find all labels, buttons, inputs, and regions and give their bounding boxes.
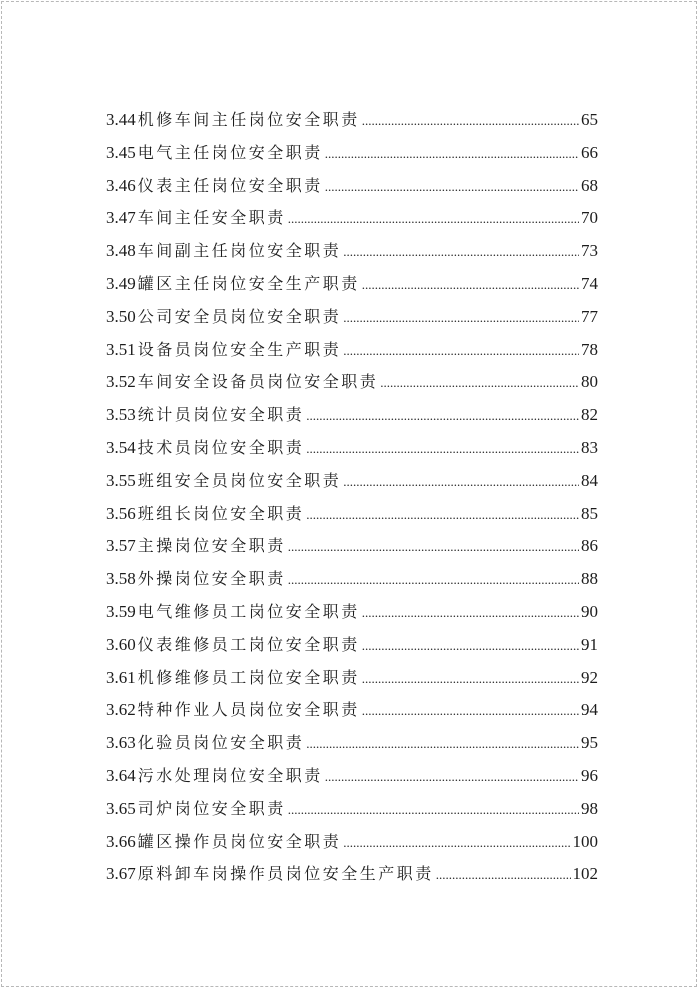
- toc-entry-page: 83: [581, 437, 598, 457]
- toc-entry-title: 罐区操作员岗位安全职责: [137, 831, 342, 851]
- toc-entry-title: 原料卸车岗操作员岗位安全生产职责: [137, 864, 434, 884]
- dot-leader: [343, 827, 570, 860]
- toc-entry-number: 3.49: [106, 273, 136, 293]
- dot-leader: [362, 105, 579, 138]
- dot-leader: [288, 794, 579, 827]
- toc-entry-title: 司炉岗位安全职责: [137, 798, 286, 818]
- toc-entry[interactable]: [106, 596, 598, 629]
- toc-entry-title: 仪表主任岗位安全职责: [137, 175, 323, 195]
- toc-entry-page: 70: [581, 208, 598, 228]
- toc-entry-number: 3.50: [106, 306, 136, 326]
- toc-entry[interactable]: [106, 235, 598, 268]
- toc-entry-title: 班组安全员岗位安全职责: [137, 470, 342, 490]
- toc-entry-title: 公司安全员岗位安全职责: [137, 306, 342, 326]
- dot-leader: [362, 630, 579, 663]
- toc-entry[interactable]: [106, 858, 598, 891]
- toc-entry[interactable]: [106, 498, 598, 531]
- toc-entry-page: 73: [581, 241, 598, 261]
- toc-entry[interactable]: [106, 760, 598, 793]
- toc-entry[interactable]: [106, 137, 598, 170]
- toc-entry-number: 3.48: [106, 241, 136, 261]
- toc-entry[interactable]: [106, 399, 598, 432]
- toc-entry-number: 3.61: [106, 667, 136, 687]
- table-of-contents: [106, 104, 598, 891]
- toc-entry-page: 65: [581, 110, 598, 129]
- toc-entry[interactable]: [106, 432, 598, 465]
- dot-leader: [325, 171, 579, 204]
- toc-entry-page: 80: [581, 372, 598, 392]
- dot-leader: [362, 597, 579, 630]
- toc-entry-title: 车间安全设备员岗位安全职责: [137, 372, 379, 392]
- toc-entry-number: 3.56: [106, 503, 136, 523]
- toc-entry-title: 化验员岗位安全职责: [137, 733, 305, 753]
- toc-entry-page: 94: [581, 700, 598, 720]
- toc-entry-title: 班组长岗位安全职责: [137, 503, 305, 523]
- dot-leader: [288, 564, 579, 597]
- toc-entry-page: 102: [572, 864, 598, 884]
- toc-entry[interactable]: [106, 793, 598, 826]
- toc-entry-number: 3.62: [106, 700, 136, 720]
- toc-entry-page: 78: [581, 339, 598, 359]
- toc-entry-title: 罐区主任岗位安全生产职责: [137, 273, 360, 293]
- dot-leader: [288, 531, 579, 564]
- dot-leader: [362, 269, 579, 302]
- toc-entry[interactable]: [106, 268, 598, 301]
- toc-entry[interactable]: [106, 629, 598, 662]
- toc-entry-page: 66: [581, 142, 598, 162]
- toc-entry-number: 3.51: [106, 339, 136, 359]
- toc-entry-title: 仪表维修员工岗位安全职责: [137, 634, 360, 654]
- toc-entry-number: 3.58: [106, 569, 136, 589]
- toc-entry-page: 100: [572, 831, 598, 851]
- toc-entry-number: 3.44: [106, 110, 136, 129]
- toc-entry-number: 3.45: [106, 142, 136, 162]
- toc-entry-number: 3.57: [106, 536, 136, 556]
- dot-leader: [306, 433, 579, 466]
- toc-entry[interactable]: [106, 563, 598, 596]
- toc-entry[interactable]: [106, 727, 598, 760]
- toc-entry-number: 3.52: [106, 372, 136, 392]
- toc-entry-number: 3.63: [106, 733, 136, 753]
- dot-leader: [362, 695, 579, 728]
- toc-entry-page: 82: [581, 405, 598, 425]
- toc-entry-title: 技术员岗位安全职责: [137, 437, 305, 457]
- toc-entry-title: 特种作业人员岗位安全职责: [137, 700, 360, 720]
- toc-entry-page: 77: [581, 306, 598, 326]
- toc-entry[interactable]: [106, 366, 598, 399]
- toc-entry[interactable]: [106, 202, 598, 235]
- toc-entry-title: 车间副主任岗位安全职责: [137, 241, 342, 261]
- toc-entry-page: 91: [581, 634, 598, 654]
- toc-entry-title: 污水处理岗位安全职责: [137, 765, 323, 785]
- toc-entry[interactable]: [106, 826, 598, 859]
- toc-entry-number: 3.55: [106, 470, 136, 490]
- toc-entry-page: 96: [581, 765, 598, 785]
- toc-entry-number: 3.64: [106, 765, 136, 785]
- toc-entry-page: 85: [581, 503, 598, 523]
- toc-entry-page: 90: [581, 601, 598, 621]
- dot-leader: [436, 859, 571, 892]
- dot-leader: [306, 400, 579, 433]
- toc-entry-title: 设备员岗位安全生产职责: [137, 339, 342, 359]
- toc-entry-title: 电气维修员工岗位安全职责: [137, 601, 360, 621]
- toc-entry[interactable]: [106, 465, 598, 498]
- toc-entry-page: 84: [581, 470, 598, 490]
- toc-entry-title: 机修维修员工岗位安全职责: [137, 667, 360, 687]
- toc-entry-number: 3.65: [106, 798, 136, 818]
- toc-entry[interactable]: [106, 694, 598, 727]
- toc-entry-title: 车间主任安全职责: [137, 208, 286, 228]
- toc-entry-number: 3.60: [106, 634, 136, 654]
- toc-entry-number: 3.46: [106, 175, 136, 195]
- toc-entry-number: 3.59: [106, 601, 136, 621]
- toc-entry-page: 74: [581, 273, 598, 293]
- dot-leader: [343, 335, 579, 368]
- toc-entry-page: 92: [581, 667, 598, 687]
- toc-entry-title: 电气主任岗位安全职责: [137, 142, 323, 162]
- toc-entry-number: 3.54: [106, 437, 136, 457]
- document-page: [1, 1, 697, 987]
- dot-leader: [343, 466, 579, 499]
- dot-leader: [325, 761, 579, 794]
- toc-entry-page: 68: [581, 175, 598, 195]
- dot-leader: [325, 138, 579, 171]
- dot-leader: [380, 367, 579, 400]
- toc-entry-title: 主操岗位安全职责: [137, 536, 286, 556]
- toc-entry-page: 95: [581, 733, 598, 753]
- toc-entry-number: 3.47: [106, 208, 136, 228]
- dot-leader: [343, 236, 579, 269]
- toc-entry[interactable]: [106, 170, 598, 203]
- dot-leader: [362, 663, 579, 696]
- dot-leader: [288, 203, 579, 236]
- toc-entry-number: 3.66: [106, 831, 136, 851]
- toc-entry-title: 外操岗位安全职责: [137, 569, 286, 589]
- toc-entry-number: 3.67: [106, 864, 136, 884]
- toc-entry-page: 86: [581, 536, 598, 556]
- dot-leader: [306, 728, 579, 761]
- dot-leader: [306, 499, 579, 532]
- toc-entry[interactable]: [106, 662, 598, 695]
- toc-entry-title: 统计员岗位安全职责: [137, 405, 305, 425]
- toc-entry[interactable]: [106, 530, 598, 563]
- dot-leader: [343, 302, 579, 335]
- toc-entry[interactable]: [106, 301, 598, 334]
- toc-entry[interactable]: [106, 104, 598, 137]
- toc-entry-title: 机修车间主任岗位安全职责: [137, 110, 360, 129]
- toc-entry-number: 3.53: [106, 405, 136, 425]
- toc-entry-page: 88: [581, 569, 598, 589]
- toc-entry-page: 98: [581, 798, 598, 818]
- toc-entry[interactable]: [106, 334, 598, 367]
